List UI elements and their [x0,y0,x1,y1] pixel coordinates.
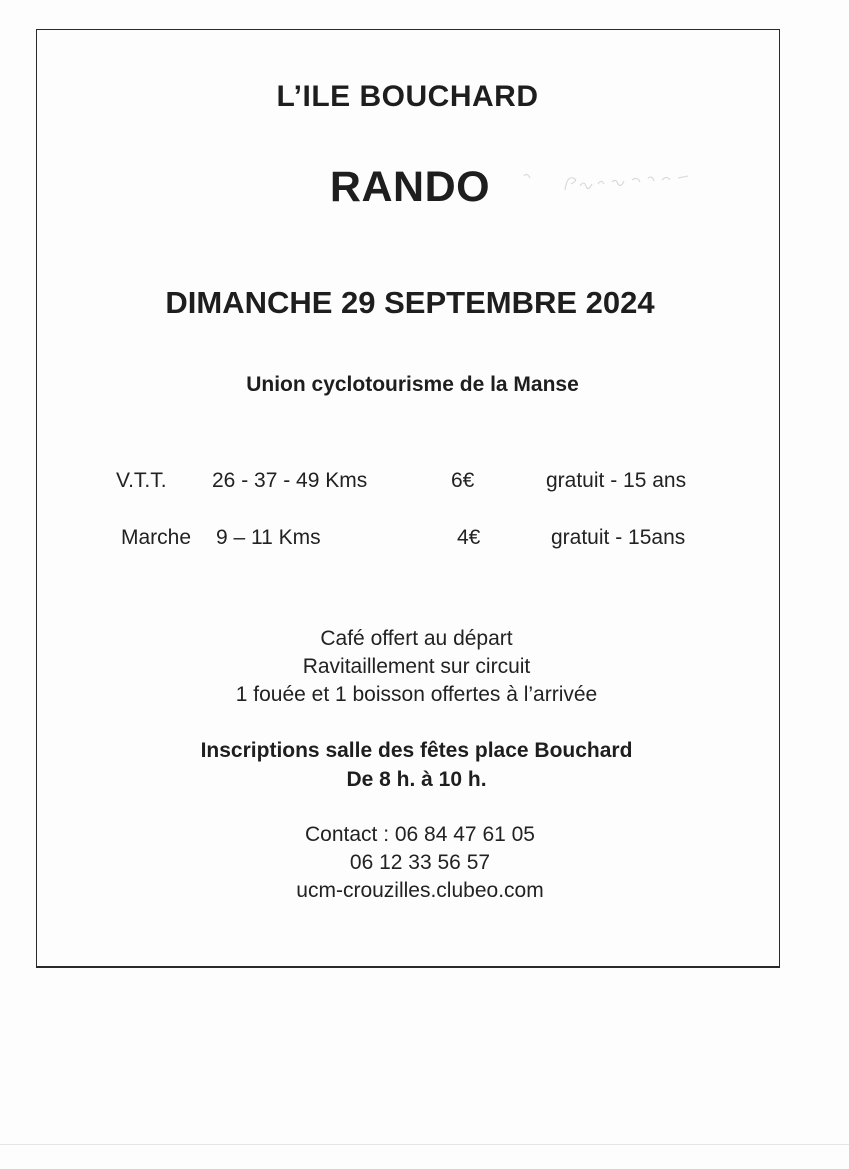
event-date: DIMANCHE 29 SEPTEMBRE 2024 [165,285,655,320]
organizer-name: Union cyclotourisme de la Manse [246,373,579,396]
contact-website: ucm-crouzilles.clubeo.com [296,879,544,902]
offer-line: 1 fouée et 1 boisson offertes à l’arrivée [235,683,598,706]
course-name: V.T.T. [116,469,167,492]
course-free-note: gratuit - 15 ans [546,469,687,492]
course-distance: 9 – 11 Kms [216,526,321,549]
contact-phone-2: 06 12 33 56 57 [349,851,491,874]
offer-line: Café offert au départ [320,627,513,650]
offer-line: Ravitaillement sur circuit [302,655,531,678]
contact-phone-1: Contact : 06 84 47 61 05 [304,823,535,846]
course-distance: 26 - 37 - 49 Kms [212,469,368,492]
course-price: 4€ [457,526,481,549]
course-price: 6€ [451,469,475,492]
scan-edge-line [0,1144,849,1145]
event-title: RANDO [329,163,491,211]
course-free-note: gratuit - 15ans [551,526,686,549]
course-name: Marche [121,526,192,549]
registration-place: Inscriptions salle des fêtes place Bouchard [200,739,633,762]
registration-hours: De 8 h. à 10 h. [346,768,487,791]
faint-handwriting-mark [520,168,710,194]
location-heading: L’ILE BOUCHARD [276,80,539,113]
